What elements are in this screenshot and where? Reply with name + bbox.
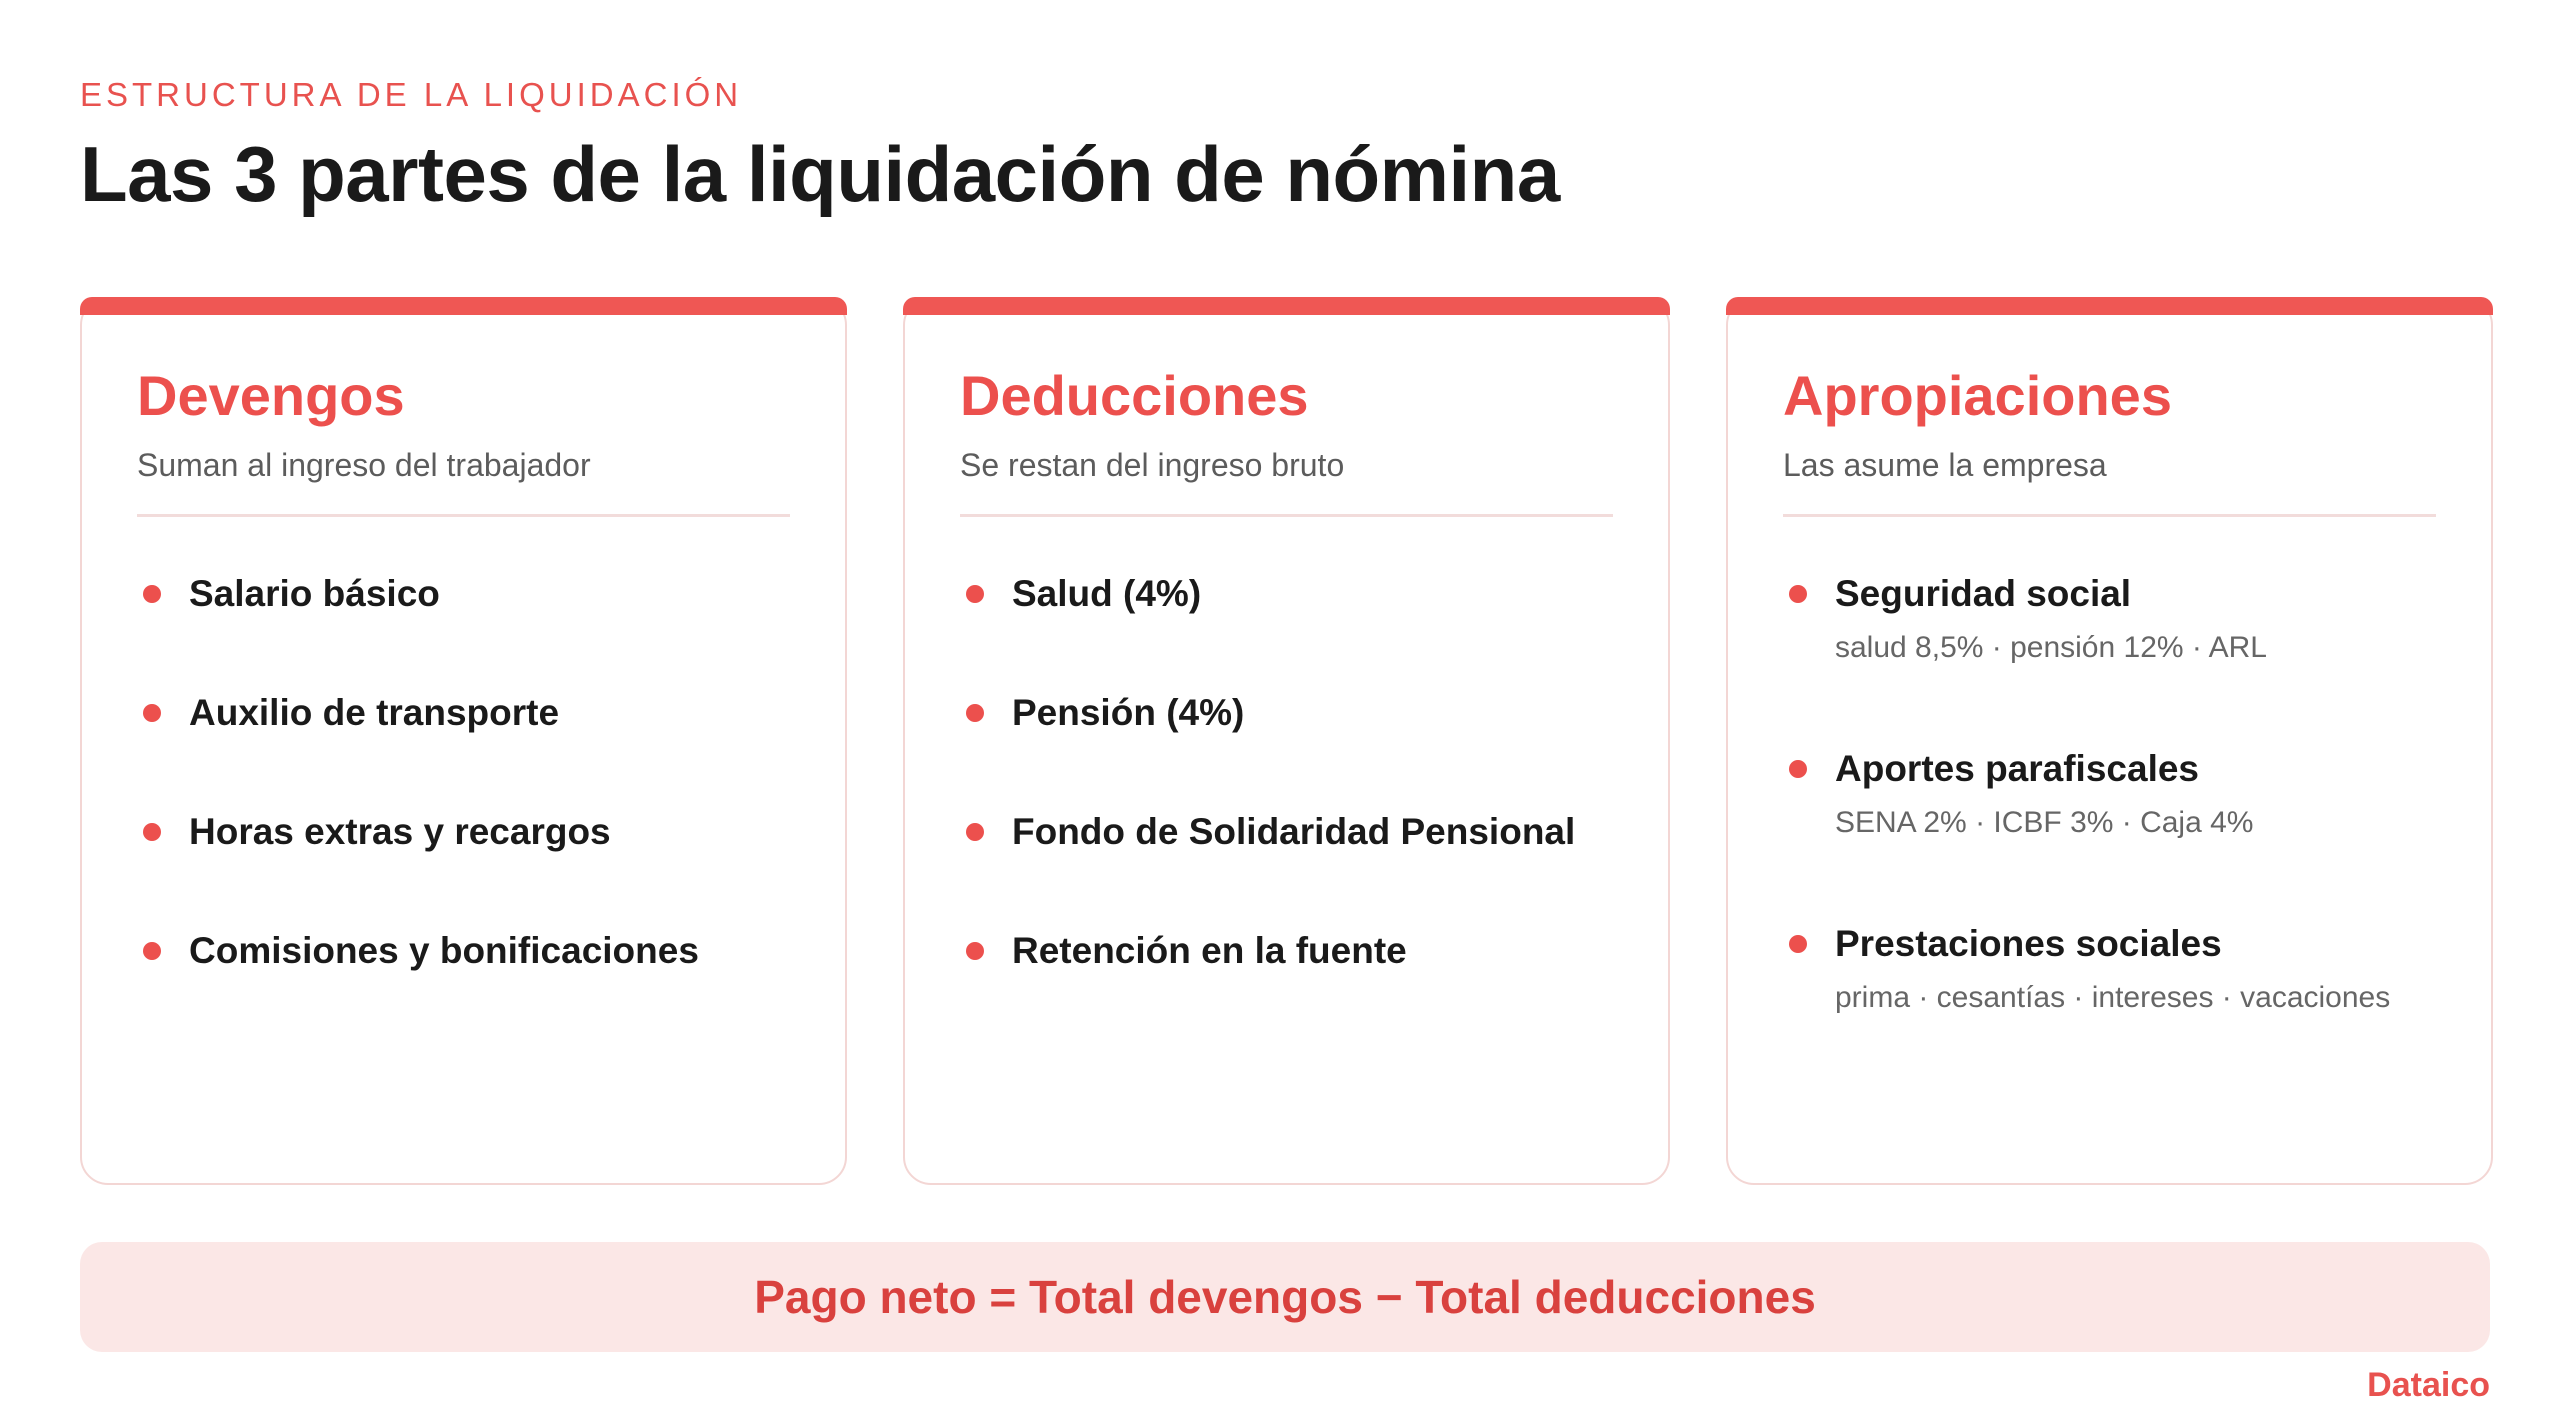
bullet-dot-icon	[966, 942, 984, 960]
item-label: Fondo de Solidaridad Pensional	[1012, 811, 1576, 852]
card-divider	[960, 514, 1613, 517]
formula-banner	[80, 1242, 2490, 1352]
item-detail: prima · cesantías · intereses · vacaciones	[1835, 981, 2391, 1014]
card-accent-bar	[1726, 297, 2493, 315]
item-label: Seguridad social	[1835, 573, 2132, 614]
item-label: Comisiones y bonificaciones	[189, 930, 699, 971]
card-subtitle: Se restan del ingreso bruto	[960, 447, 1345, 483]
item-detail: SENA 2% · ICBF 3% · Caja 4%	[1835, 806, 2254, 839]
bullet-dot-icon	[143, 942, 161, 960]
card-accent-bar	[903, 297, 1670, 315]
card-apropiaciones	[1726, 297, 2493, 1185]
card-subtitle: Suman al ingreso del trabajador	[137, 447, 591, 483]
card-title: Deducciones	[960, 364, 1309, 427]
item-label: Retención en la fuente	[1012, 930, 1407, 971]
page-title: Las 3 partes de la liquidación de nómina	[80, 130, 1560, 218]
bullet-dot-icon	[966, 704, 984, 722]
item-label: Auxilio de transporte	[189, 692, 560, 733]
item-label: Aportes parafiscales	[1835, 748, 2200, 789]
bullet-dot-icon	[143, 704, 161, 722]
item-label: Salud (4%)	[1012, 573, 1202, 614]
card-title: Apropiaciones	[1783, 364, 2172, 427]
section-eyebrow: ESTRUCTURA DE LA LIQUIDACIÓN	[80, 76, 743, 113]
bullet-dot-icon	[966, 823, 984, 841]
item-label: Prestaciones sociales	[1835, 923, 2222, 964]
bullet-dot-icon	[143, 585, 161, 603]
item-label: Pensión (4%)	[1012, 692, 1245, 733]
item-label: Salario básico	[189, 573, 440, 614]
card-subtitle: Las asume la empresa	[1783, 447, 2107, 483]
card-divider	[137, 514, 790, 517]
bullet-dot-icon	[966, 585, 984, 603]
card-devengos	[80, 297, 847, 1185]
card-title: Devengos	[137, 364, 405, 427]
item-detail: salud 8,5% · pensión 12% · ARL	[1835, 631, 2267, 664]
brand-logo: Dataico	[2367, 1366, 2490, 1404]
bullet-dot-icon	[143, 823, 161, 841]
card-accent-bar	[80, 297, 847, 315]
bullet-dot-icon	[1789, 760, 1807, 778]
card-deducciones	[903, 297, 1670, 1185]
formula-text: Pago neto = Total devengos − Total deducciones	[754, 1271, 1816, 1323]
item-label: Horas extras y recargos	[189, 811, 611, 852]
bullet-dot-icon	[1789, 585, 1807, 603]
bullet-dot-icon	[1789, 935, 1807, 953]
card-divider	[1783, 514, 2436, 517]
